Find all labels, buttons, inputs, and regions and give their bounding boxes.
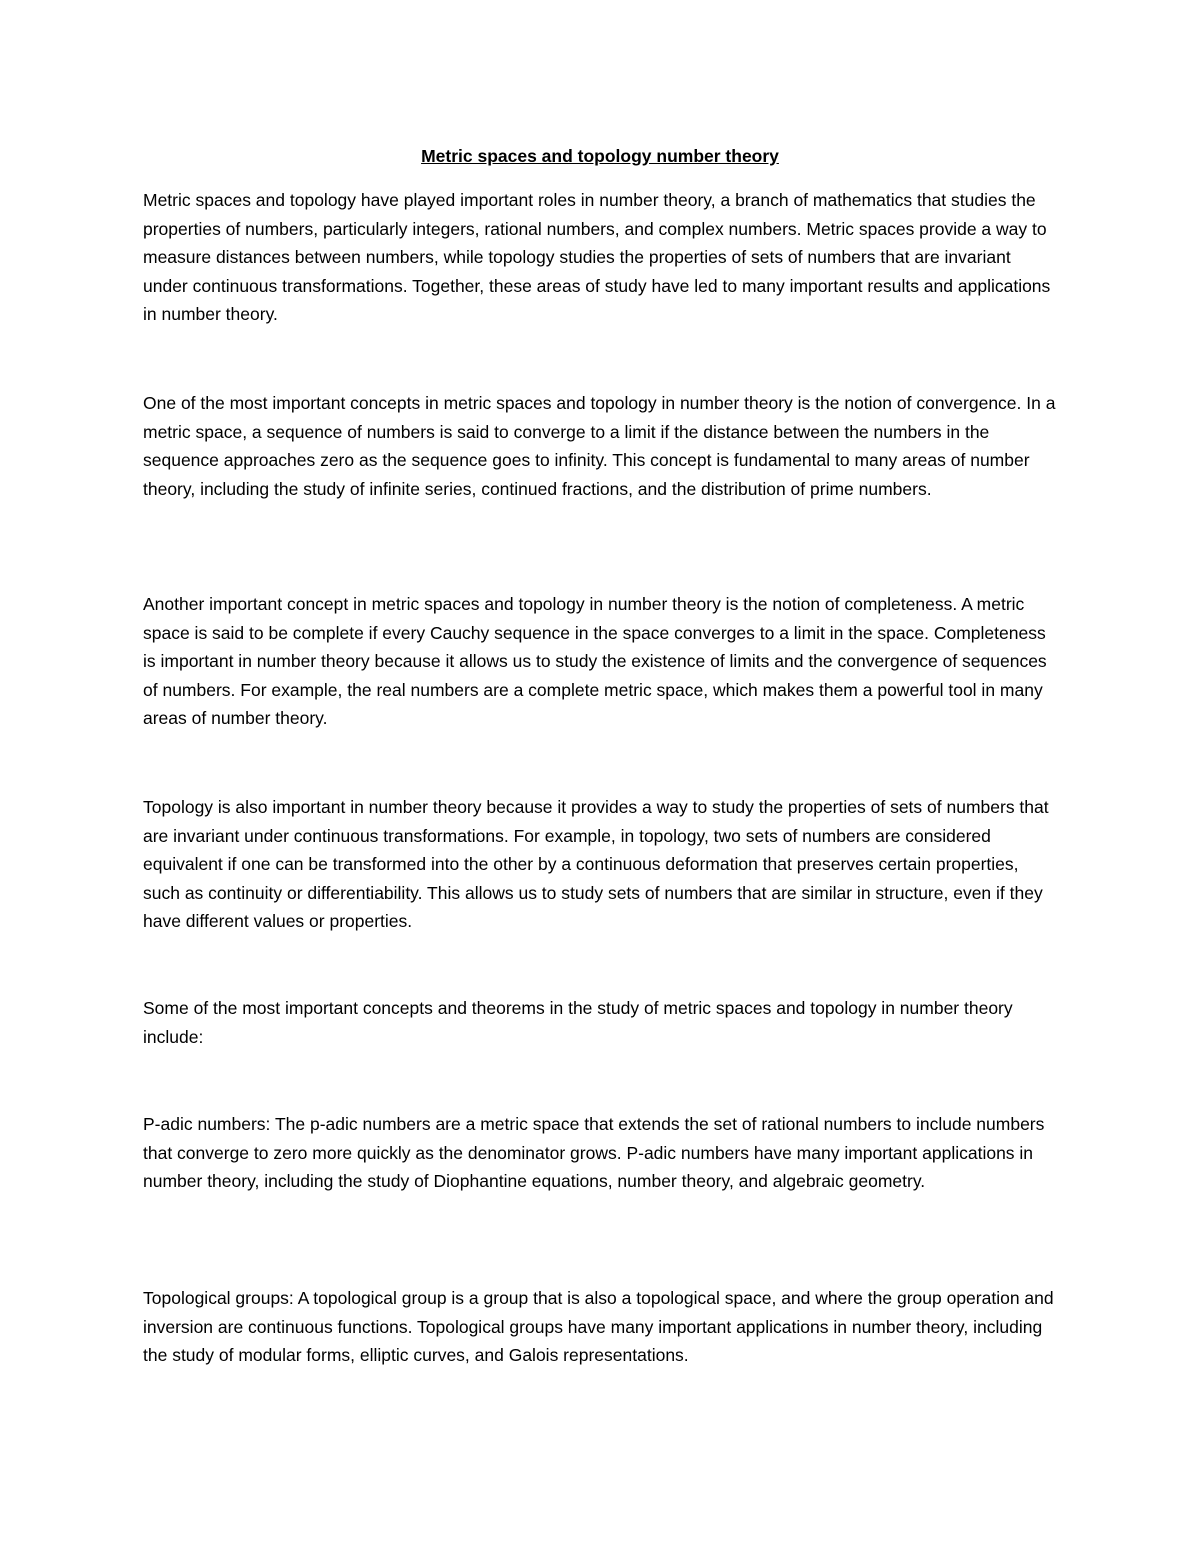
paragraph-convergence: One of the most important concepts in metric spaces and topology in number theory is the notion of convergence. In a metric space, a sequence of numbers is said to converge to a limit if the distance between the numbers in the sequence approaches zero as the sequence goes to infinity. This concept is fundamental to many areas of number theory, including the study of infinite series, continued fractions, and the distribution of prime numbers. (143, 393, 1056, 499)
paragraph-completeness: Another important concept in metric spaces and topology in number theory is the notion of completeness. A metric space is said to be complete if every Cauchy sequence in the space converges to a limit in the space. Completeness is important in number theory because it allows us to study the existence of limits and the convergence of sequences of numbers. For example, the real numbers are a complete metric space, which makes them a powerful tool in many areas of number theory. (143, 594, 1047, 729)
paragraph-p-adic-numbers: P-adic numbers: The p-adic numbers are a metric space that extends the set of rational numbers to include numbers that converge to zero more quickly as the denominator grows. P-adic numbers have many important applications in number theory, including the study of Diophantine equations, number theory, and algebraic geometry. (143, 1114, 1045, 1192)
paragraph-topology: Topology is also important in number theory because it provides a way to study the properties of sets of numbers that are invariant under continuous transformations. For example, in topology, two sets of numbers are considered equivalent if one can be transformed into the other by a continuous deformation that preserves certain properties, such as continuity or differentiability. This allows us to study sets of numbers that are similar in structure, even if they have different values or properties. (143, 797, 1049, 932)
document-title: Metric spaces and topology number theory (421, 146, 779, 166)
paragraph-topological-groups: Topological groups: A topological group is a group that is also a topological space, and where the group operation and inversion are continuous functions. Topological groups have many important applications in number theory, including the study of modular forms, elliptic curves, and Galois representations. (143, 1288, 1054, 1366)
paragraph-introduction: Metric spaces and topology have played important roles in number theory, a branch of mathematics that studies the properties of numbers, particularly integers, rational numbers, and complex numbers. Metric spaces provide a way to measure distances between numbers, while topology studies the properties of sets of numbers that are invariant under continuous transformations. Together, these areas of study have led to many important results and applications in number theory. (143, 190, 1051, 325)
paragraph-concepts-intro: Some of the most important concepts and theorems in the study of metric spaces and topology in number theory include: (143, 998, 1013, 1047)
